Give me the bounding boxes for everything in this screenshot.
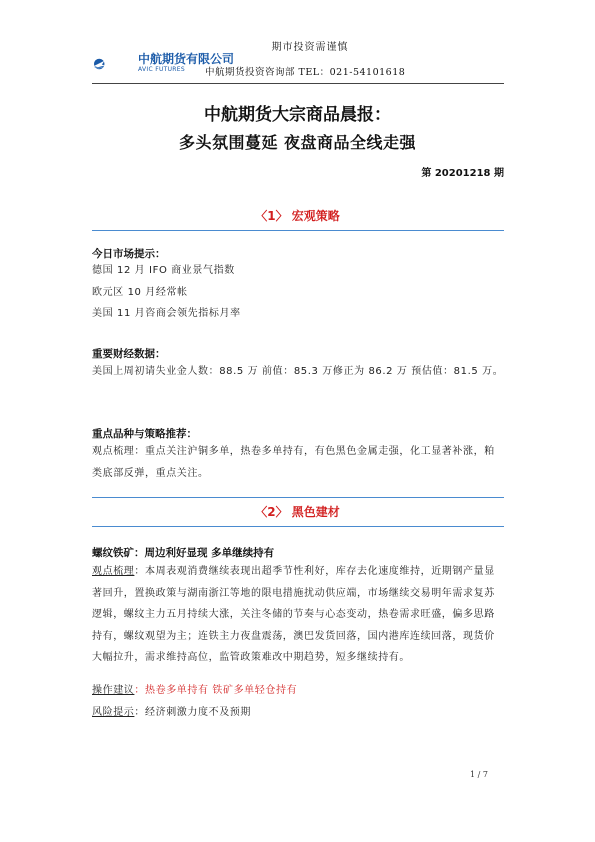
financial-data-text: 美国上周初请失业金人数：88.5 万 前值：85.3 万修正为 86.2 万 预估值：81.5 万。	[92, 366, 504, 377]
view-label: 观点梳理	[92, 566, 135, 577]
risk-label: 风险提示	[92, 707, 135, 718]
avic-logo-icon	[92, 46, 138, 82]
section-heading-macro: 〈1〉 宏观策略	[255, 209, 340, 223]
rebar-ore-view	[92, 561, 504, 669]
company-name-cn: 中航期货有限公司	[138, 52, 235, 66]
header-tagline: 期市投资需谨慎	[271, 42, 349, 53]
view-text: ：本周表观消费继续表现出超季节性利好，库存去化速度维持，近期钢产量显著回升，置换政策与湖南浙江等地的限电措施扰动供应端，市场继续交易明年需求复苏逻辑，螺纹主力五月持续大涨，关注冬储的节奏与心态变动，热卷需求旺盛，偏多思路持有，螺纹观望为主；连铁主力夜盘震荡，澳巴发货回落，国内港库连续回落，现货价大幅拉升，需求维持高位，监管政策难改中期趋势，短多继续持有。	[92, 566, 495, 663]
section-divider	[92, 526, 504, 527]
report-subtitle: 多头氛围蔓延 夜盘商品全线走强	[178, 133, 417, 152]
recommend-label: 重点品种与策略推荐：	[92, 428, 197, 440]
recommend-text: 观点梳理：重点关注沪铜多单，热卷多单持有，有色黑色金属走强，化工显著补涨，粕类底部反弹，重点关注。	[92, 446, 495, 479]
risk-text: ：经济刺激力度不及预期	[134, 707, 252, 718]
market-tip-item: 美国 11 月咨商会领先指标月率	[92, 308, 241, 319]
financial-data-label: 重要财经数据：	[92, 348, 166, 360]
market-tips-label: 今日市场提示：	[92, 248, 166, 260]
op-label: 操作建议	[92, 685, 135, 696]
report-title: 中航期货大宗商品晨报：	[204, 105, 391, 125]
header-divider	[92, 83, 504, 84]
section-heading-black-materials: 〈2〉 黑色建材	[255, 505, 340, 519]
issue-number: 第 20201218 期	[421, 168, 504, 179]
market-tip-item: 欧元区 10 月经常帐	[92, 287, 188, 298]
company-name-en: AVIC FUTURES	[138, 66, 185, 73]
header-contact: 中航期货投资咨询部 TEL：021-54101618	[205, 67, 406, 78]
rebar-ore-subheading: 螺纹铁矿：周边利好显现 多单继续持有	[92, 547, 275, 559]
section-divider	[92, 230, 504, 231]
op-text: ：热卷多单持有 铁矿多单轻仓持有	[134, 685, 298, 696]
page-number: 1 / 7	[470, 770, 488, 779]
risk-notice	[92, 702, 504, 724]
section-divider	[92, 497, 504, 498]
market-tip-item: 德国 12 月 IFO 商业景气指数	[92, 265, 235, 276]
operation-advice	[92, 680, 504, 702]
